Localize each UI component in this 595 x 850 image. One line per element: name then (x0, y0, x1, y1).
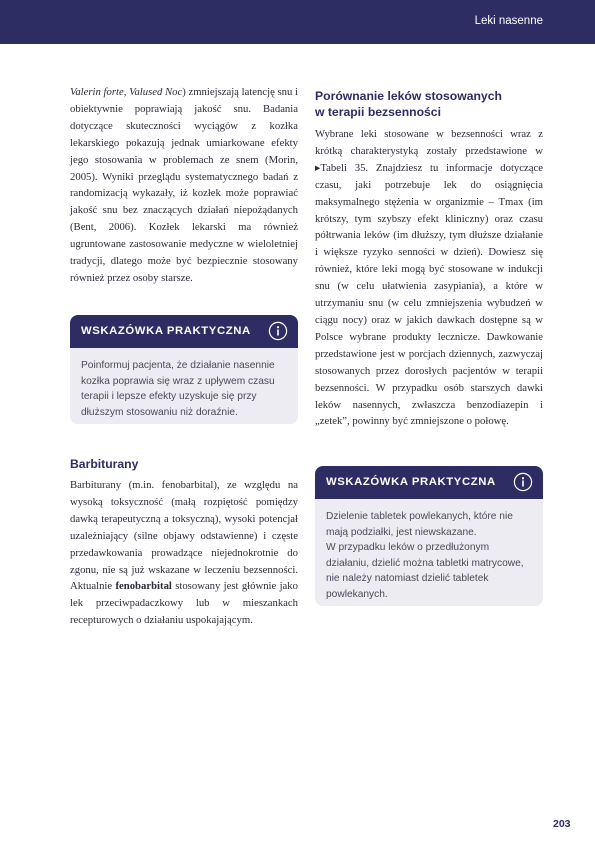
tip-label: WSKAZÓWKA PRAKTYCZNA (81, 325, 251, 337)
info-icon (268, 321, 288, 341)
section-title-comparison: Porównanie leków stosowanych w terapii bezsenności (315, 89, 502, 119)
tip-label: WSKAZÓWKA PRAKTYCZNA (326, 476, 496, 488)
barbiturates-paragraph: Barbiturany (m.in. fenobarbital), ze względu na wysoką toksyczność (małą rozpiętość pomiędzy dawką terapeutyczną a toksyczną), wysoki potencjał uzależniający (silne objawy odstawienne) i częste przedawkowania prowadzące niejednokrotnie do zgonu, nie są już wskazane w leczeniu bezsenności. Aktualnie fenobarbital stosowany jest głównie jako lek przeciwpadaczkowy lub w mieszankach recepturowych o działaniu uspokajającym. (70, 479, 298, 627)
left-paragraph-1: Valerin forte, Valused Noc) zmniejszają latencję snu i obiektywnie poprawiają jakość snu. Badania dotyczące skuteczności wyciągów z kozłka lekarskiego pokazują jednak umiarkowane efekty jego stosowania w problemach ze snem (Morin, 2005). Wyniki przeglądu systematycznego badań z randomizacją wykazały, iż kozłek może poprawiać jakość snu bez znaczących działań niepożądanych (Bent, 2006). Kozłek lekarski ma również ugruntowane zastosowanie medyczne w wieloletniej tradycji, dlatego może być bezpiecznie stosowany również przez osoby starsze. (70, 86, 299, 284)
section-title-barbiturates: Barbiturany (70, 457, 139, 471)
tip-header (70, 315, 298, 348)
practical-tip-box-left (70, 315, 298, 424)
tip-header (315, 466, 543, 499)
left-column (70, 84, 298, 303)
info-icon (513, 472, 533, 492)
left-paragraph-1-text: ) zmniejszają latencję snu i obiektywnie poprawiają jakość snu. Badania dotyczące skuteczności wyciągów z kozłka lekarskiego pokazują jednak umiarkowane efekty jego stosowania w problemach ze snem (Morin, 2005). Wyniki przeglądu systematycznego badań z randomizacją wykazały, iż kozłek może poprawiać jakość snu bez znaczących działań niepożądanych (Bent, 2006). Kozłek lekarski ma również ugruntowane zastosowanie medyczne w wieloletniej tradycji, dlatego może być bezpiecznie stosowany również przez osoby starsze. (70, 86, 299, 284)
drug-name-valused: Valused Noc (129, 86, 183, 98)
drug-name-phenobarbital: fenobarbital (115, 580, 172, 593)
tip-text: Poinformuj pacjenta, że działanie nasennie kozłka poprawia się wraz z upływem czasu terapii i lepsze efekty uzyskuje się przy dłuższym stosowaniu niż doraźnie. (81, 360, 275, 418)
drug-name-valerin: Valerin forte (70, 86, 124, 98)
practical-tip-box-right (315, 466, 543, 606)
tip-text: Dzielenie tabletek powlekanych, które nie mają podziałki, jest niewskazane. W przypadku leków o przedłużonym działaniu, dzielić można tabletki matrycowe, nie należy natomiast dzielić tabletek powlekanych. (326, 511, 524, 600)
running-header-title: Leki nasenne (474, 15, 543, 27)
comparison-paragraph: Wybrane leki stosowane w bezsenności wraz z krótką charakterystyką zostały przedstawione w ▸Tabeli 35. Znajdziesz tu informacje dotyczące czasu, jaki potrzebuje lek do osiągnięcia maksymalnego stężenia w organizmie – Tmax (im krótszy, tym szybszy efekt kliniczny) oraz czasu półtrwania leków (im dłuższy, tym dłuższe działanie i większe ryzyko senności w dzień). Dowiesz się również, które leki mogą być stosowane w indukcji snu (w celu ułatwienia zasypiania), a które w utrzymaniu snu (w celu zmniejszenia wybudzeń w ciągu nocy) oraz w jakich dawkach dostępne są w Polsce wybrane produkty lecznicze. Dawkowanie przedstawione jest w porcjach dziennych, zazwyczaj stosowanych przez dorosłych pacjentów w terapii bezsenności. W przypadku osób starszych dawki leków nasennych, zwłaszcza benzodiazepin i „zetek”, powinny być zmniejszone o połowę. (315, 128, 543, 428)
right-column (315, 88, 543, 430)
header-bar (0, 0, 595, 44)
barbiturates-section (70, 456, 298, 629)
page-number: 203 (553, 818, 571, 830)
